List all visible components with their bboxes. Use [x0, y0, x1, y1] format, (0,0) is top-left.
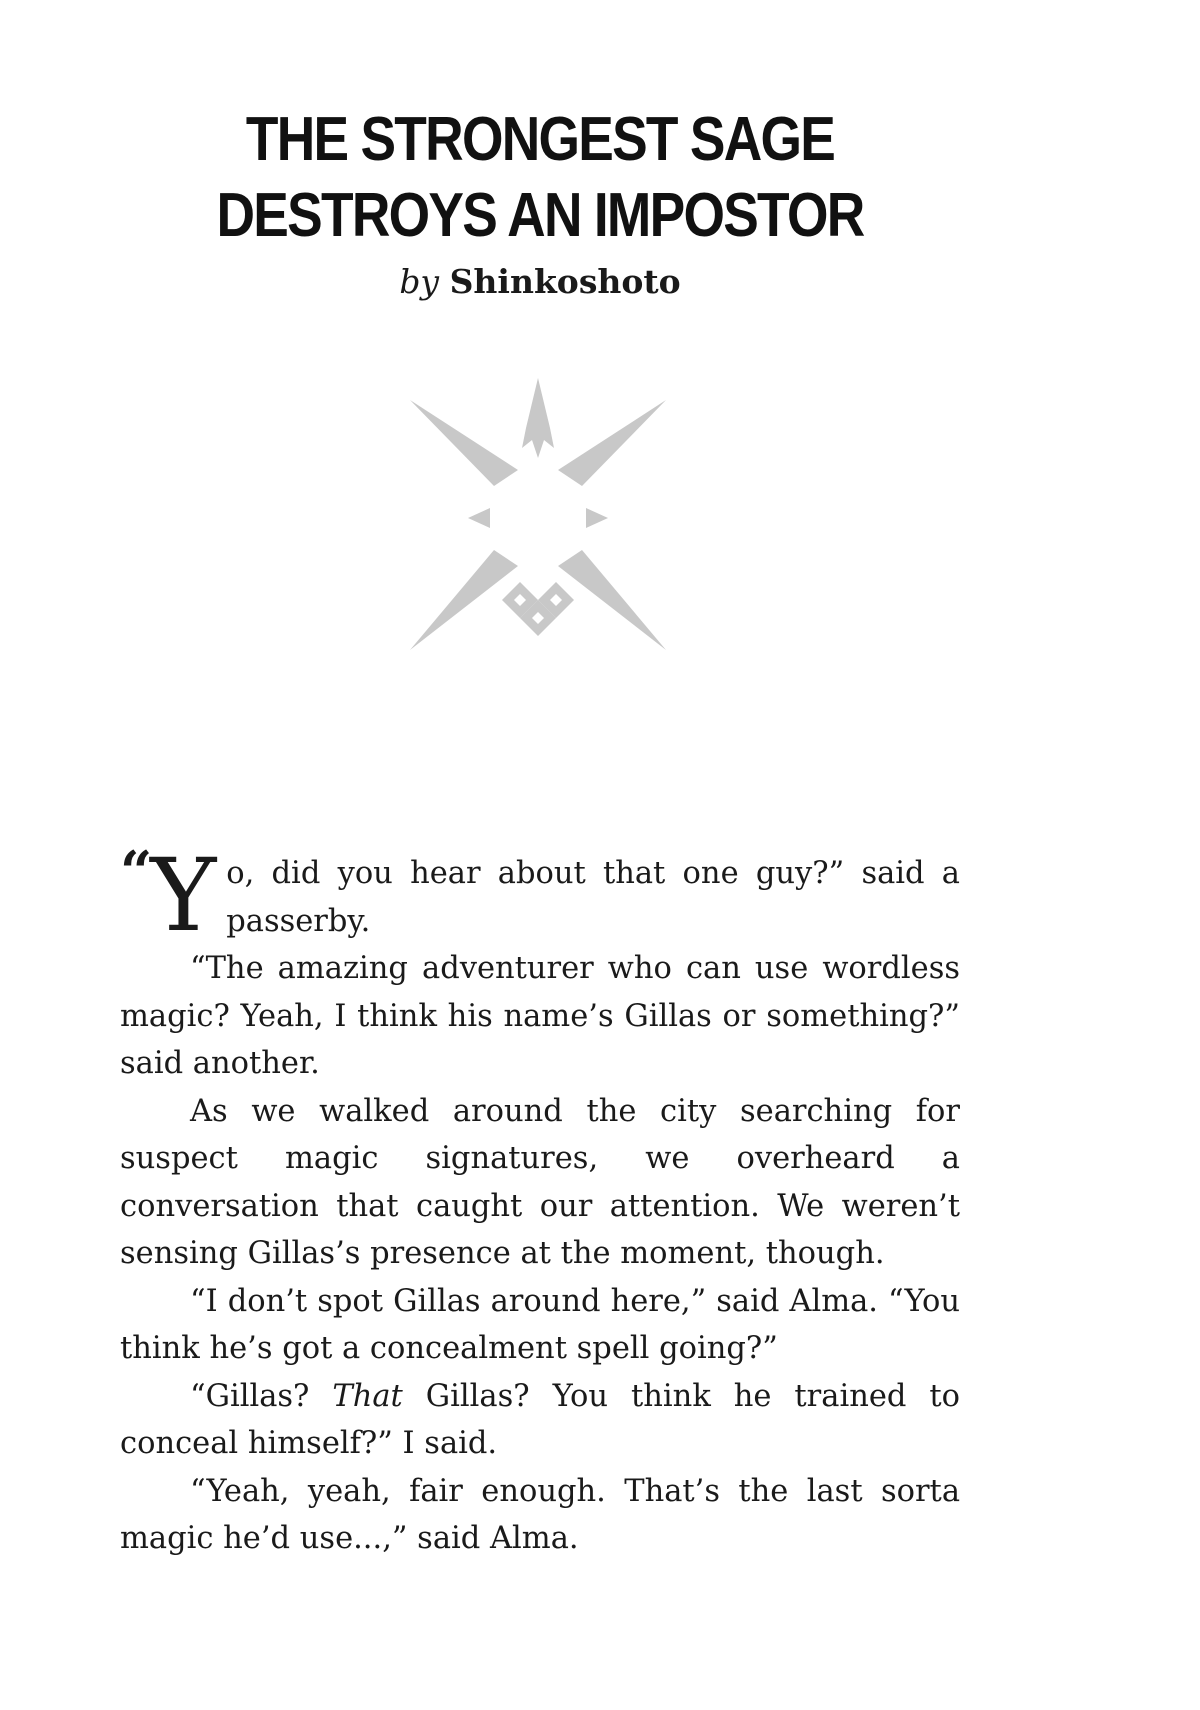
paragraph-1-text: o, did you hear about that one guy?” said a passerby. [226, 856, 960, 939]
paragraph-3: As we walked around the city searching for suspect magic signatures, we overheard a conversation that caught our attention. We weren’t sensing Gillas’s presence at the moment, though. [120, 1093, 960, 1271]
byline-prefix: by [399, 262, 440, 301]
paragraph-1 [120, 837, 960, 954]
paragraph-5-open: “Gillas? [190, 1378, 310, 1414]
byline [0, 262, 1080, 302]
paragraph-5-italic: That [332, 1378, 403, 1414]
paragraph-6: “Yeah, yeah, fair enough. That’s the last sorta magic he’d use...,” said Alma. [120, 1473, 960, 1556]
story-title [76, 102, 1005, 254]
drop-cap-quote: “ [120, 839, 151, 905]
author-name: Shinkoshoto [449, 262, 681, 301]
paragraph-4: “I don’t spot Gillas around here,” said Alma. “You think he’s got a concealment spell going?” [120, 1283, 960, 1366]
paragraph-5-rest: Gillas? You think he trained to conceal himself?” I said. [120, 1378, 960, 1461]
title-line-1: THE STRONGEST SAGE [245, 105, 835, 174]
paragraph-2: “The amazing adventurer who can use wordless magic? Yeah, I think his name’s Gillas or something?” said another. [120, 951, 960, 1081]
star-emblem-icon [410, 378, 670, 658]
paragraph-5 [120, 1373, 960, 1468]
drop-cap [120, 837, 217, 954]
drop-cap-letter: Y [150, 837, 217, 954]
story-body [120, 837, 960, 1563]
title-line-2: DESTROYS AN IMPOSTOR [216, 181, 864, 250]
